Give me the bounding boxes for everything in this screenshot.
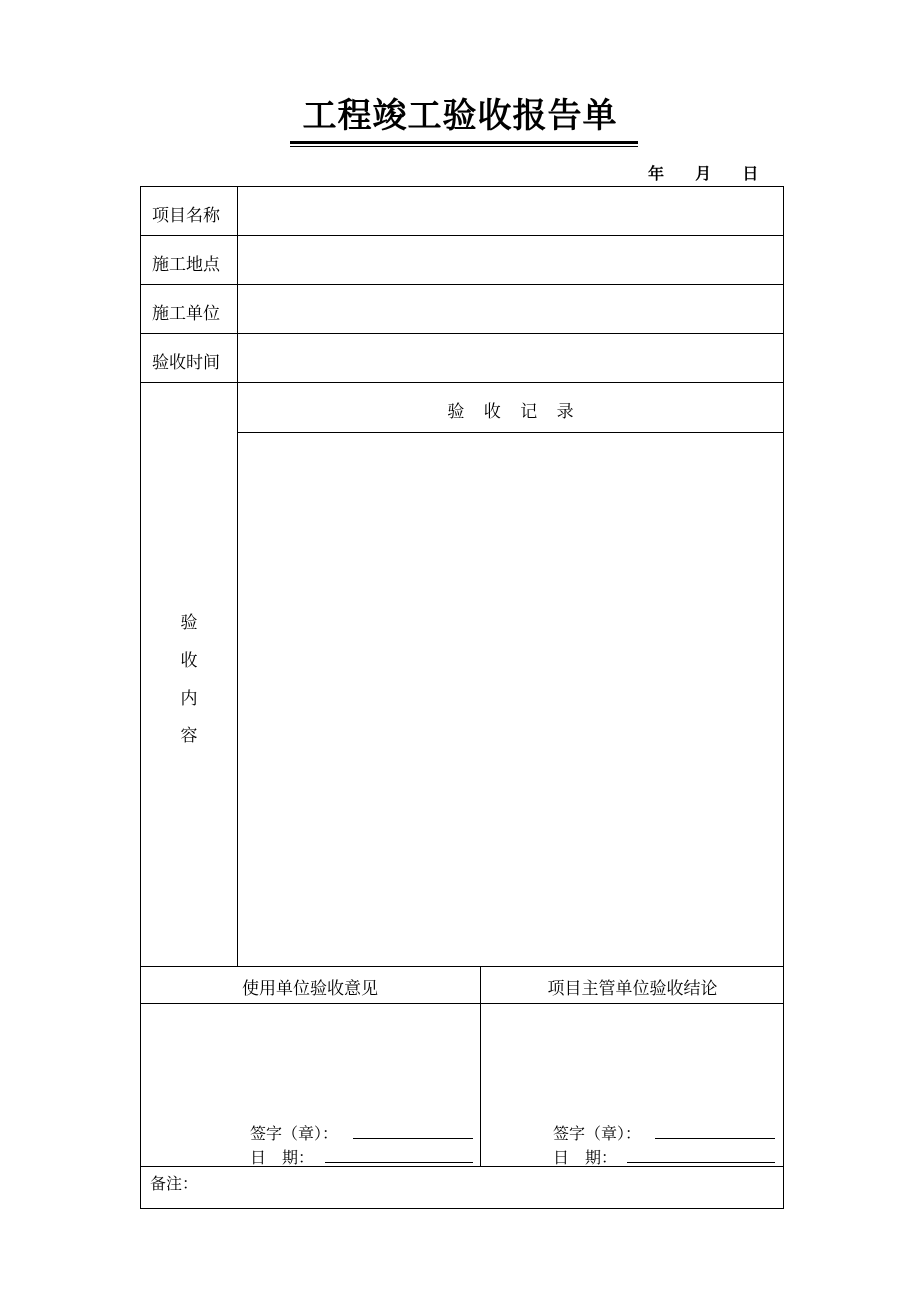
page-title: 工程竣工验收报告单: [302, 96, 618, 136]
content-label-char: 内: [180, 689, 198, 709]
record-header: 验 收 记 录: [447, 402, 574, 422]
row-divider: [140, 966, 784, 967]
right-date-line[interactable]: [627, 1162, 775, 1163]
supervisor-unit-conclusion-header: 项目主管单位验收结论: [547, 979, 718, 999]
content-label-char: 收: [180, 651, 198, 671]
title-underline-thin: [290, 146, 638, 147]
construction-unit-field[interactable]: [250, 299, 770, 321]
user-unit-opinion-header: 使用单位验收意见: [242, 979, 378, 999]
date-line: [648, 161, 758, 184]
label-column-divider: [237, 186, 238, 966]
right-date-label: 日 期：: [553, 1148, 618, 1167]
date-year-label: 年: [648, 164, 665, 183]
record-header-divider: [237, 432, 784, 433]
content-label-char: 验: [180, 613, 198, 633]
remarks-label: 备注：: [150, 1174, 199, 1193]
construction-site-field[interactable]: [250, 250, 770, 272]
left-date-line[interactable]: [325, 1162, 473, 1163]
row-divider: [140, 1003, 784, 1004]
row-divider: [140, 1166, 784, 1167]
project-name-field[interactable]: [250, 201, 770, 223]
record-body-field[interactable]: [250, 445, 770, 955]
right-sign-line[interactable]: [655, 1138, 775, 1139]
row-label-construction-unit: 施工单位: [152, 304, 220, 324]
row-label-construction-site: 施工地点: [152, 255, 220, 275]
row-label-acceptance-time: 验收时间: [152, 353, 220, 373]
left-sign-line[interactable]: [353, 1138, 473, 1139]
date-day-label: 日: [742, 164, 759, 183]
right-sign-label: 签字（章）：: [553, 1124, 642, 1143]
acceptance-time-field[interactable]: [250, 348, 770, 370]
content-label-char: 容: [180, 726, 198, 746]
left-sign-label: 签字（章）：: [250, 1124, 339, 1143]
row-label-project-name: 项目名称: [152, 206, 220, 226]
left-date-label: 日 期：: [250, 1148, 315, 1167]
title-underline-thick: [290, 141, 638, 144]
date-month-label: 月: [695, 164, 712, 183]
